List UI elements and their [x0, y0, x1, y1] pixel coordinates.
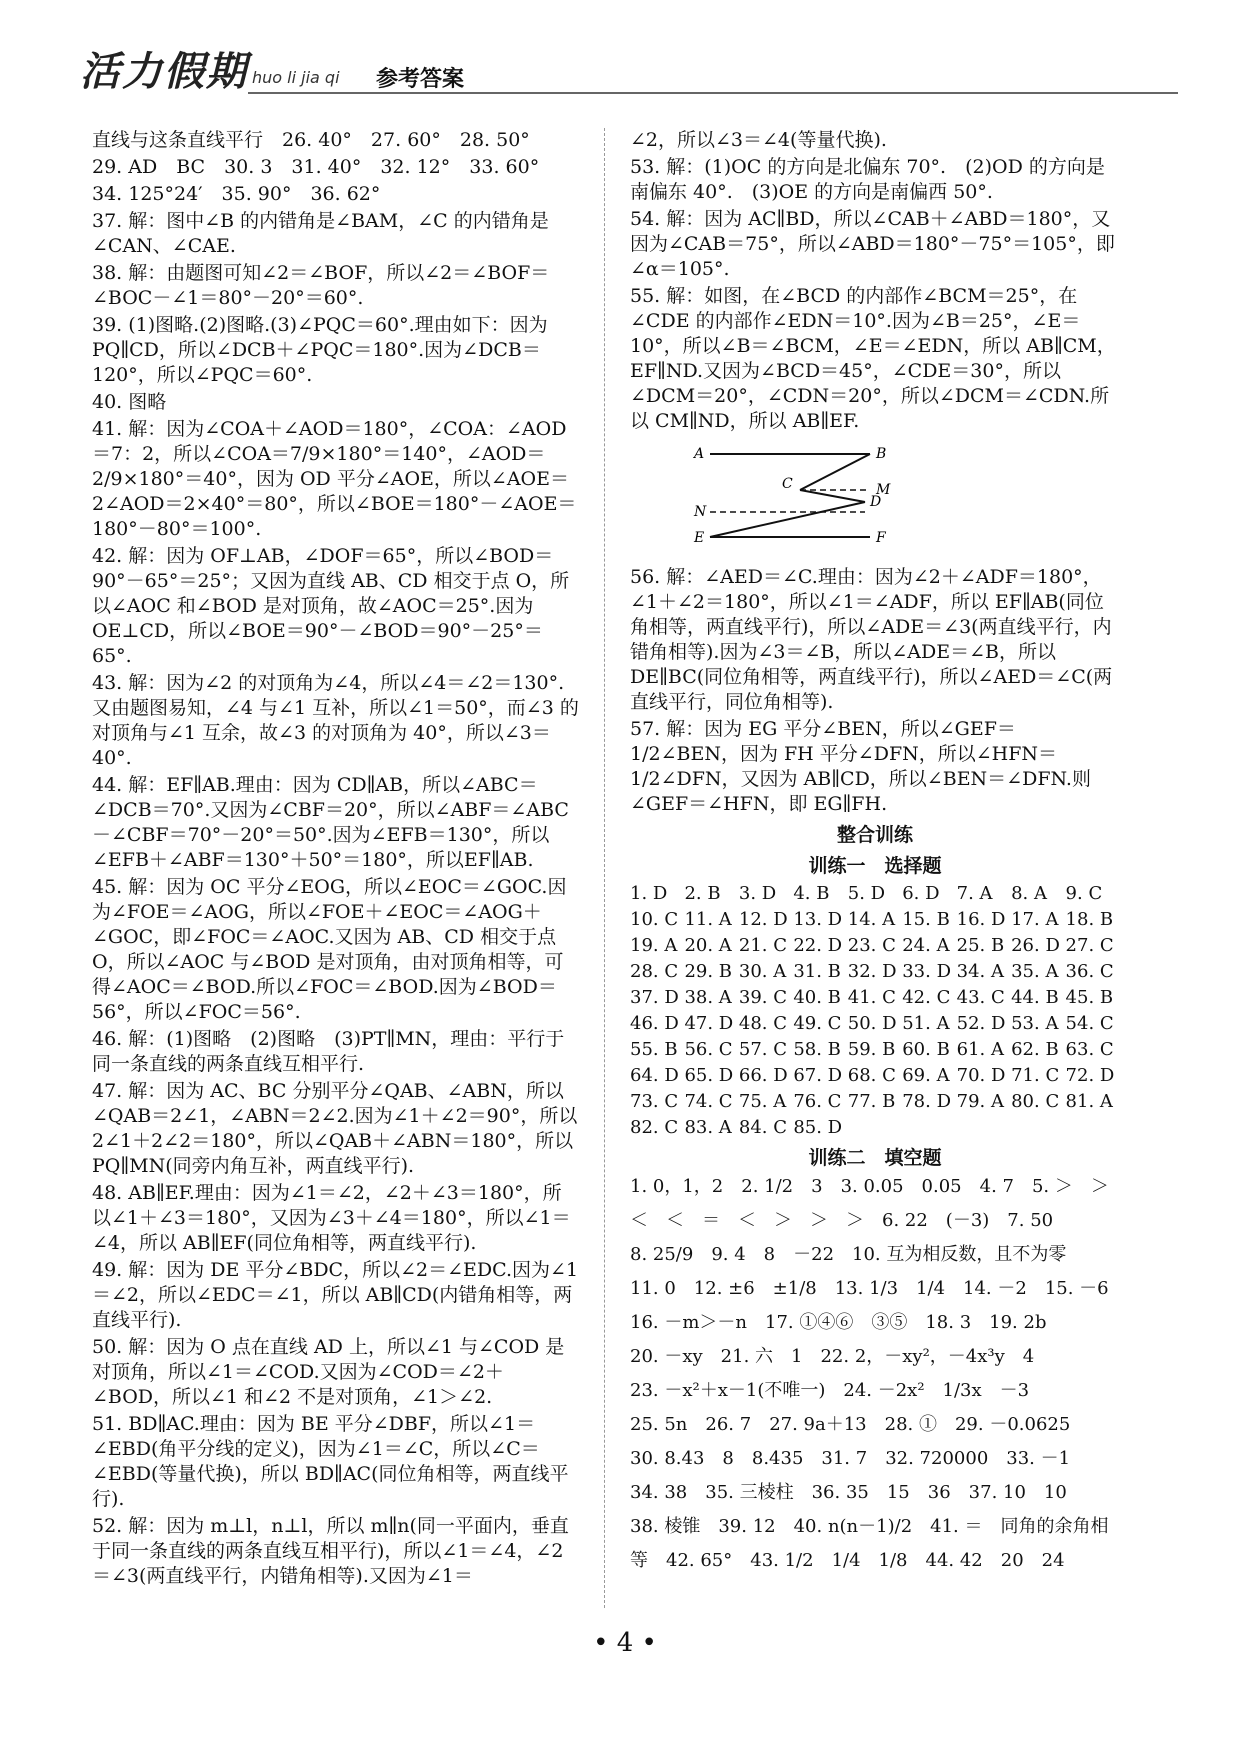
column-divider	[604, 128, 605, 1608]
choice-answer: 71. C	[1011, 1065, 1060, 1086]
header-title: 参考答案	[376, 67, 465, 92]
choice-answer: 31. B	[793, 961, 841, 982]
choice-answer: 60. B	[902, 1039, 950, 1060]
logo-pinyin: huo li jia qi	[252, 68, 340, 87]
choice-answer: 32. D	[847, 961, 897, 982]
choice-answer: 46. D	[630, 1013, 679, 1034]
choice-answer: 59. B	[847, 1039, 896, 1060]
choice-answer: 62. B	[1011, 1039, 1059, 1060]
fill-row: 8. 25/9 9. 4 8 －22 10. 互为相反数，且不为零	[630, 1244, 1067, 1265]
answer-item: 53. 解：(1)OC 的方向是北偏东 70°. (2)OD 的方向是南偏东 40°. (3)OE 的方向是南偏西 50°.	[630, 156, 1105, 203]
answer-item: 43. 解：因为∠2 的对顶角为∠4，所以∠4＝∠2＝130°.又由题图易知，∠4 与∠1 互补，所以∠1＝50°，而∠3 的对顶角与∠1 互余，故∠3 的对顶角为 40°，所以∠3＝40°.	[92, 672, 579, 769]
choice-answer: 55. B	[630, 1039, 678, 1060]
choice-answer: 47. D	[684, 1013, 734, 1034]
choice-answer: 36. C	[1065, 961, 1114, 982]
choice-answer: 63. C	[1065, 1039, 1114, 1060]
fill-row: 11. 0 12. ±6 ±1/8 13. 1/3 1/4 14. －2 15. －6	[630, 1278, 1109, 1299]
page-header	[80, 40, 1180, 100]
choice-answer: 61. A	[956, 1039, 1005, 1060]
choice-answer: 6. D	[902, 883, 940, 904]
choice-answer: 9. C	[1065, 883, 1103, 904]
choice-answer: 67. D	[793, 1065, 843, 1086]
choice-answer: 50. D	[847, 1013, 897, 1034]
fill-row: 34. 38 35. 三棱柱 36. 35 15 36 37. 10 10	[630, 1482, 1067, 1503]
answer-item: 29. AD BC 30. 3 31. 40° 32. 12° 33. 60°	[92, 156, 540, 178]
fig-label-n: N	[694, 504, 707, 520]
fill-row: 23. －x²＋x－1(不唯一) 24. －2x² 1/3x －3	[630, 1380, 1030, 1401]
choice-answer: 37. D	[630, 987, 679, 1008]
choice-answer: 11. A	[684, 909, 732, 930]
choice-answer: 74. C	[684, 1091, 733, 1112]
choice-answer: 52. D	[956, 1013, 1006, 1034]
fig-label-f: F	[876, 530, 886, 546]
choice-answer: 84. C	[738, 1117, 787, 1138]
choice-answer: 18. B	[1065, 909, 1114, 930]
answer-item: 46. 解：(1)图略 (2)图略 (3)PT∥MN，理由：平行于同一条直线的两条直线互相平行.	[92, 1028, 565, 1075]
choice-answer: 70. D	[956, 1065, 1006, 1086]
fill-row: 16. －m＞－n 17. ①④⑥ ③⑤ 18. 3 19. 2b	[630, 1312, 1047, 1333]
choice-answer: 78. D	[902, 1091, 951, 1112]
fill-row: 30. 8.43 8 8.435 31. 7 32. 720000 33. －1	[630, 1448, 1071, 1469]
choice-answer: 24. A	[902, 935, 950, 956]
answer-item: 37. 解：图中∠B 的内错角是∠BAM，∠C 的内错角是∠CAN、∠CAE.	[92, 210, 549, 257]
choice-answer: 10. C	[630, 909, 679, 930]
choice-answer: 33. D	[902, 961, 951, 982]
choice-answer: 40. B	[793, 987, 841, 1008]
choice-answer: 1. D	[630, 883, 668, 904]
choice-answer: 39. C	[738, 987, 787, 1008]
answer-item: 41. 解：因为∠COA＋∠AOD＝180°，∠COA：∠AOD＝7：2，所以∠COA＝7/9×180°＝140°，∠AOD＝2/9×180°＝40°，因为 OD 平分∠AOE，所以∠AOE＝2∠AOD＝2×40°＝80°，所以∠BOE＝180°－∠AOE＝180°－80°＝100°.	[92, 418, 577, 540]
choice-answer: 15. B	[902, 909, 950, 930]
choice-answer: 69. A	[902, 1065, 950, 1086]
fig-label-e: E	[694, 530, 705, 546]
choice-answer: 68. C	[847, 1065, 896, 1086]
choice-answer: 7. A	[956, 883, 993, 904]
choice-answer: 25. B	[956, 935, 1005, 956]
fill-answers	[630, 1173, 1120, 1575]
choice-answer: 38. A	[684, 987, 732, 1008]
choice-answer: 51. A	[902, 1013, 950, 1034]
choice-answer: 29. B	[684, 961, 733, 982]
choice-answer: 73. C	[630, 1091, 679, 1112]
fill-row: 25. 5n 26. 7 27. 9a＋13 28. ① 29. －0.0625	[630, 1414, 1071, 1435]
answer-item: 47. 解：因为 AC、BC 分别平分∠QAB、∠ABN，所以∠QAB＝2∠1，∠ABN＝2∠2.因为∠1＋∠2＝90°，所以 2∠1＋2∠2＝180°，所以∠QAB＋∠ABN＝180°，所以 PQ∥MN(同旁内角互补，两直线平行).	[92, 1080, 584, 1177]
choice-answer: 26. D	[1011, 935, 1060, 956]
answer-item: 52. 解：因为 m⊥l，n⊥l，所以 m∥n(同一平面内，垂直于同一条直线的两条直线互相平行)，所以∠1＝∠4，∠2＝∠3(两直线平行，内错角相等).又因为∠1＝	[92, 1515, 569, 1587]
choice-answer: 16. D	[956, 909, 1006, 930]
choice-answer: 57. C	[738, 1039, 787, 1060]
answer-item: 54. 解：因为 AC∥BD，所以∠CAB＋∠ABD＝180°，又因为∠CAB＝75°，所以∠ABD＝180°－75°＝105°，即∠α＝105°.	[630, 208, 1115, 280]
choice-answer: 17. A	[1011, 909, 1059, 930]
choice-answer: 14. A	[847, 909, 896, 930]
choice-answer: 12. D	[738, 909, 788, 930]
fig-label-a: A	[694, 446, 705, 462]
choice-answer: 28. C	[630, 961, 679, 982]
answer-item: 42. 解：因为 OF⊥AB，∠DOF＝65°，所以∠BOD＝90°－65°＝25°；又因为直线 AB、CD 相交于点 O，所以∠AOC 和∠BOD 是对顶角，故∠AOC＝25°.因为OE⊥CD，所以∠BOE＝90°－∠BOD＝90°－25°＝65°.	[92, 545, 570, 667]
choice-answer: 23. C	[847, 935, 896, 956]
fig-label-m: M	[876, 482, 891, 498]
choice-answer: 77. B	[847, 1091, 896, 1112]
answer-item: 直线与这条直线平行 26. 40° 27. 60° 28. 50°	[92, 129, 530, 151]
choice-answer: 79. A	[956, 1091, 1005, 1112]
choice-answer: 3. D	[738, 883, 777, 904]
fill-row: 38. 棱锥 39. 12 40. n(n－1)/2 41. ＝ 同角的余角相	[630, 1516, 1109, 1537]
choice-answer: 2. B	[684, 883, 721, 904]
choice-answer: 19. A	[630, 935, 678, 956]
choice-answer: 65. D	[684, 1065, 734, 1086]
right-column	[630, 128, 1120, 1581]
answer-item: 50. 解：因为 O 点在直线 AD 上，所以∠1 与∠COD 是对顶角，所以∠1＝∠COD.又因为∠COD＝∠2＋∠BOD，所以∠1 和∠2 不是对顶角，∠1＞∠2.	[92, 1336, 565, 1408]
fig-label-c: C	[782, 476, 793, 492]
logo: 活力假期	[80, 49, 248, 95]
choice-answer: 66. D	[738, 1065, 788, 1086]
choice-answer: 41. C	[847, 987, 896, 1008]
answer-item: 45. 解：因为 OC 平分∠EOG，所以∠EOC＝∠GOC.因为∠FOE＝∠AOG，所以∠FOE＋∠EOC＝∠AOG＋∠GOC，即∠FOC＝∠AOC.又因为 AB、CD 相交于点O，所以∠AOC 与∠BOD 是对顶角，由对顶角相等，可得∠AOC＝∠BOD.所以∠FOC＝∠BOD.因为∠BOD＝56°，所以∠FOC＝56°.	[92, 876, 567, 1023]
choice-answer: 21. C	[738, 935, 787, 956]
parallel-lines-figure	[690, 442, 900, 552]
choice-answer: 5. D	[847, 883, 886, 904]
choice-answer: 13. D	[793, 909, 843, 930]
choice-answer: 82. C	[630, 1117, 679, 1138]
choice-answer: 49. C	[793, 1013, 842, 1034]
choice-answer: 54. C	[1065, 1013, 1114, 1034]
choice-answer: 56. C	[684, 1039, 733, 1060]
choice-answer: 75. A	[738, 1091, 787, 1112]
left-column	[92, 128, 584, 1591]
choice-answer: 8. A	[1011, 883, 1048, 904]
header-rule	[248, 92, 1178, 94]
choice-answer: 4. B	[793, 883, 830, 904]
choice-answer: 42. C	[902, 987, 951, 1008]
choice-answer: 58. B	[793, 1039, 841, 1060]
choice-answer: 72. D	[1065, 1065, 1115, 1086]
fill-row: 20. －xy 21. 六 1 22. 2，－xy²，－4x³y 4	[630, 1346, 1035, 1367]
fig-label-b: B	[876, 446, 887, 462]
answer-item: 51. BD∥AC.理由：因为 BE 平分∠DBF，所以∠1＝∠EBD(角平分线的定义)，因为∠1＝∠C，所以∠C＝∠EBD(等量代换)，所以 BD∥AC(同位角相等，两直线平行).	[92, 1413, 569, 1510]
choice-answer: 30. A	[738, 961, 787, 982]
choice-answer: 83. A	[684, 1117, 732, 1138]
answer-item: 57. 解：因为 EG 平分∠BEN，所以∠GEF＝1/2∠BEN，因为 FH 平分∠DFN，所以∠HFN＝1/2∠DFN，又因为 AB∥CD，所以∠BEN＝∠DFN.则∠GEF＝∠HFN，即 EG∥FH.	[630, 718, 1091, 815]
choice-answer: 44. B	[1011, 987, 1059, 1008]
fill-row: 等 42. 65° 43. 1/2 1/4 1/8 44. 42 20 24	[630, 1550, 1065, 1571]
choice-answer: 27. C	[1065, 935, 1114, 956]
answer-item: 55. 解：如图，在∠BCD 的内部作∠BCM＝25°，在∠CDE 的内部作∠EDN＝10°.因为∠B＝25°，∠E＝10°，所以∠B＝∠BCM，∠E＝∠EDN，所以 AB∥CM，EF∥ND.又因为∠BCD＝45°，∠CDE＝30°，所以∠DCM＝20°，∠CDN＝20°，所以∠DCM＝∠CDN.所以 CM∥ND，所以 AB∥EF.	[630, 285, 1116, 432]
section-choice-heading: 训练一 选择题	[808, 855, 942, 877]
choice-answer: 45. B	[1065, 987, 1114, 1008]
choice-answer: 85. D	[793, 1117, 843, 1138]
choice-answer: 22. D	[793, 935, 843, 956]
fig-label-d: D	[870, 494, 882, 510]
choice-answer: 64. D	[630, 1065, 679, 1086]
answer-item: 40. 图略	[92, 391, 167, 413]
fill-row: 1. 0，1，2 2. 1/2 3 3. 0.05 0.05 4. 7 5. ＞ ＞	[630, 1176, 1109, 1197]
choice-answer: 80. C	[1011, 1091, 1060, 1112]
section-heading: 整合训练	[836, 824, 913, 846]
choice-answer: 48. C	[738, 1013, 787, 1034]
answer-item: 48. AB∥EF.理由：因为∠1＝∠2，∠2＋∠3＝180°，所以∠1＋∠3＝180°，又因为∠3＋∠4＝180°，所以∠1＝∠4，所以 AB∥EF(同位角相等，两直线平行).	[92, 1182, 571, 1254]
answer-item: 56. 解：∠AED＝∠C.理由：因为∠2＋∠ADF＝180°，∠1＋∠2＝180°，所以∠1＝∠ADF，所以 EF∥AB(同位角相等，两直线平行)，所以∠ADE＝∠3(两直线平行，内错角相等).因为∠3＝∠B，所以∠ADE＝∠B，所以 DE∥BC(同位角相等，两直线平行)，所以∠AED＝∠C(两直线平行，同位角相等).	[630, 566, 1113, 713]
choice-answer: 20. A	[684, 935, 732, 956]
answer-item: 39. (1)图略.(2)图略.(3)∠PQC＝60°.理由如下：因为PQ∥CD，所以∠DCB＋∠PQC＝180°.因为∠DCB＝120°，所以∠PQC＝60°.	[92, 314, 548, 386]
choice-answer: 43. C	[956, 987, 1005, 1008]
answer-item: 44. 解：EF∥AB.理由：因为 CD∥AB，所以∠ABC＝∠DCB＝70°.又因为∠CBF＝20°，所以∠ABF＝∠ABC－∠CBF＝70°－20°＝50°.因为∠EFB＝130°，所以∠EFB＋∠ABF＝130°＋50°＝180°，所以EF∥AB.	[92, 774, 569, 871]
answer-item: 49. 解：因为 DE 平分∠BDC，所以∠2＝∠EDC.因为∠1＝∠2，所以∠EDC＝∠1，所以 AB∥CD(内错角相等，两直线平行).	[92, 1259, 579, 1331]
choice-answers	[630, 881, 1120, 1140]
answer-item: ∠2，所以∠3＝∠4(等量代换).	[630, 129, 887, 151]
choice-answer: 34. A	[956, 961, 1005, 982]
choice-answer: 53. A	[1011, 1013, 1059, 1034]
choice-answer: 76. C	[793, 1091, 842, 1112]
section-fill-heading: 训练二 填空题	[808, 1147, 942, 1169]
choice-answer: 81. A	[1065, 1091, 1113, 1112]
answer-item: 34. 125°24′ 35. 90° 36. 62°	[92, 183, 381, 205]
fill-row: ＜ ＜ ＝ ＜ ＞ ＞ ＞ 6. 22 (－3) 7. 50	[630, 1210, 1054, 1231]
page-number: • 4 •	[593, 1628, 657, 1658]
choice-answer: 35. A	[1011, 961, 1059, 982]
answer-item: 38. 解：由题图可知∠2＝∠BOF，所以∠2＝∠BOF＝∠BOC－∠1＝80°－20°＝60°.	[92, 262, 550, 309]
